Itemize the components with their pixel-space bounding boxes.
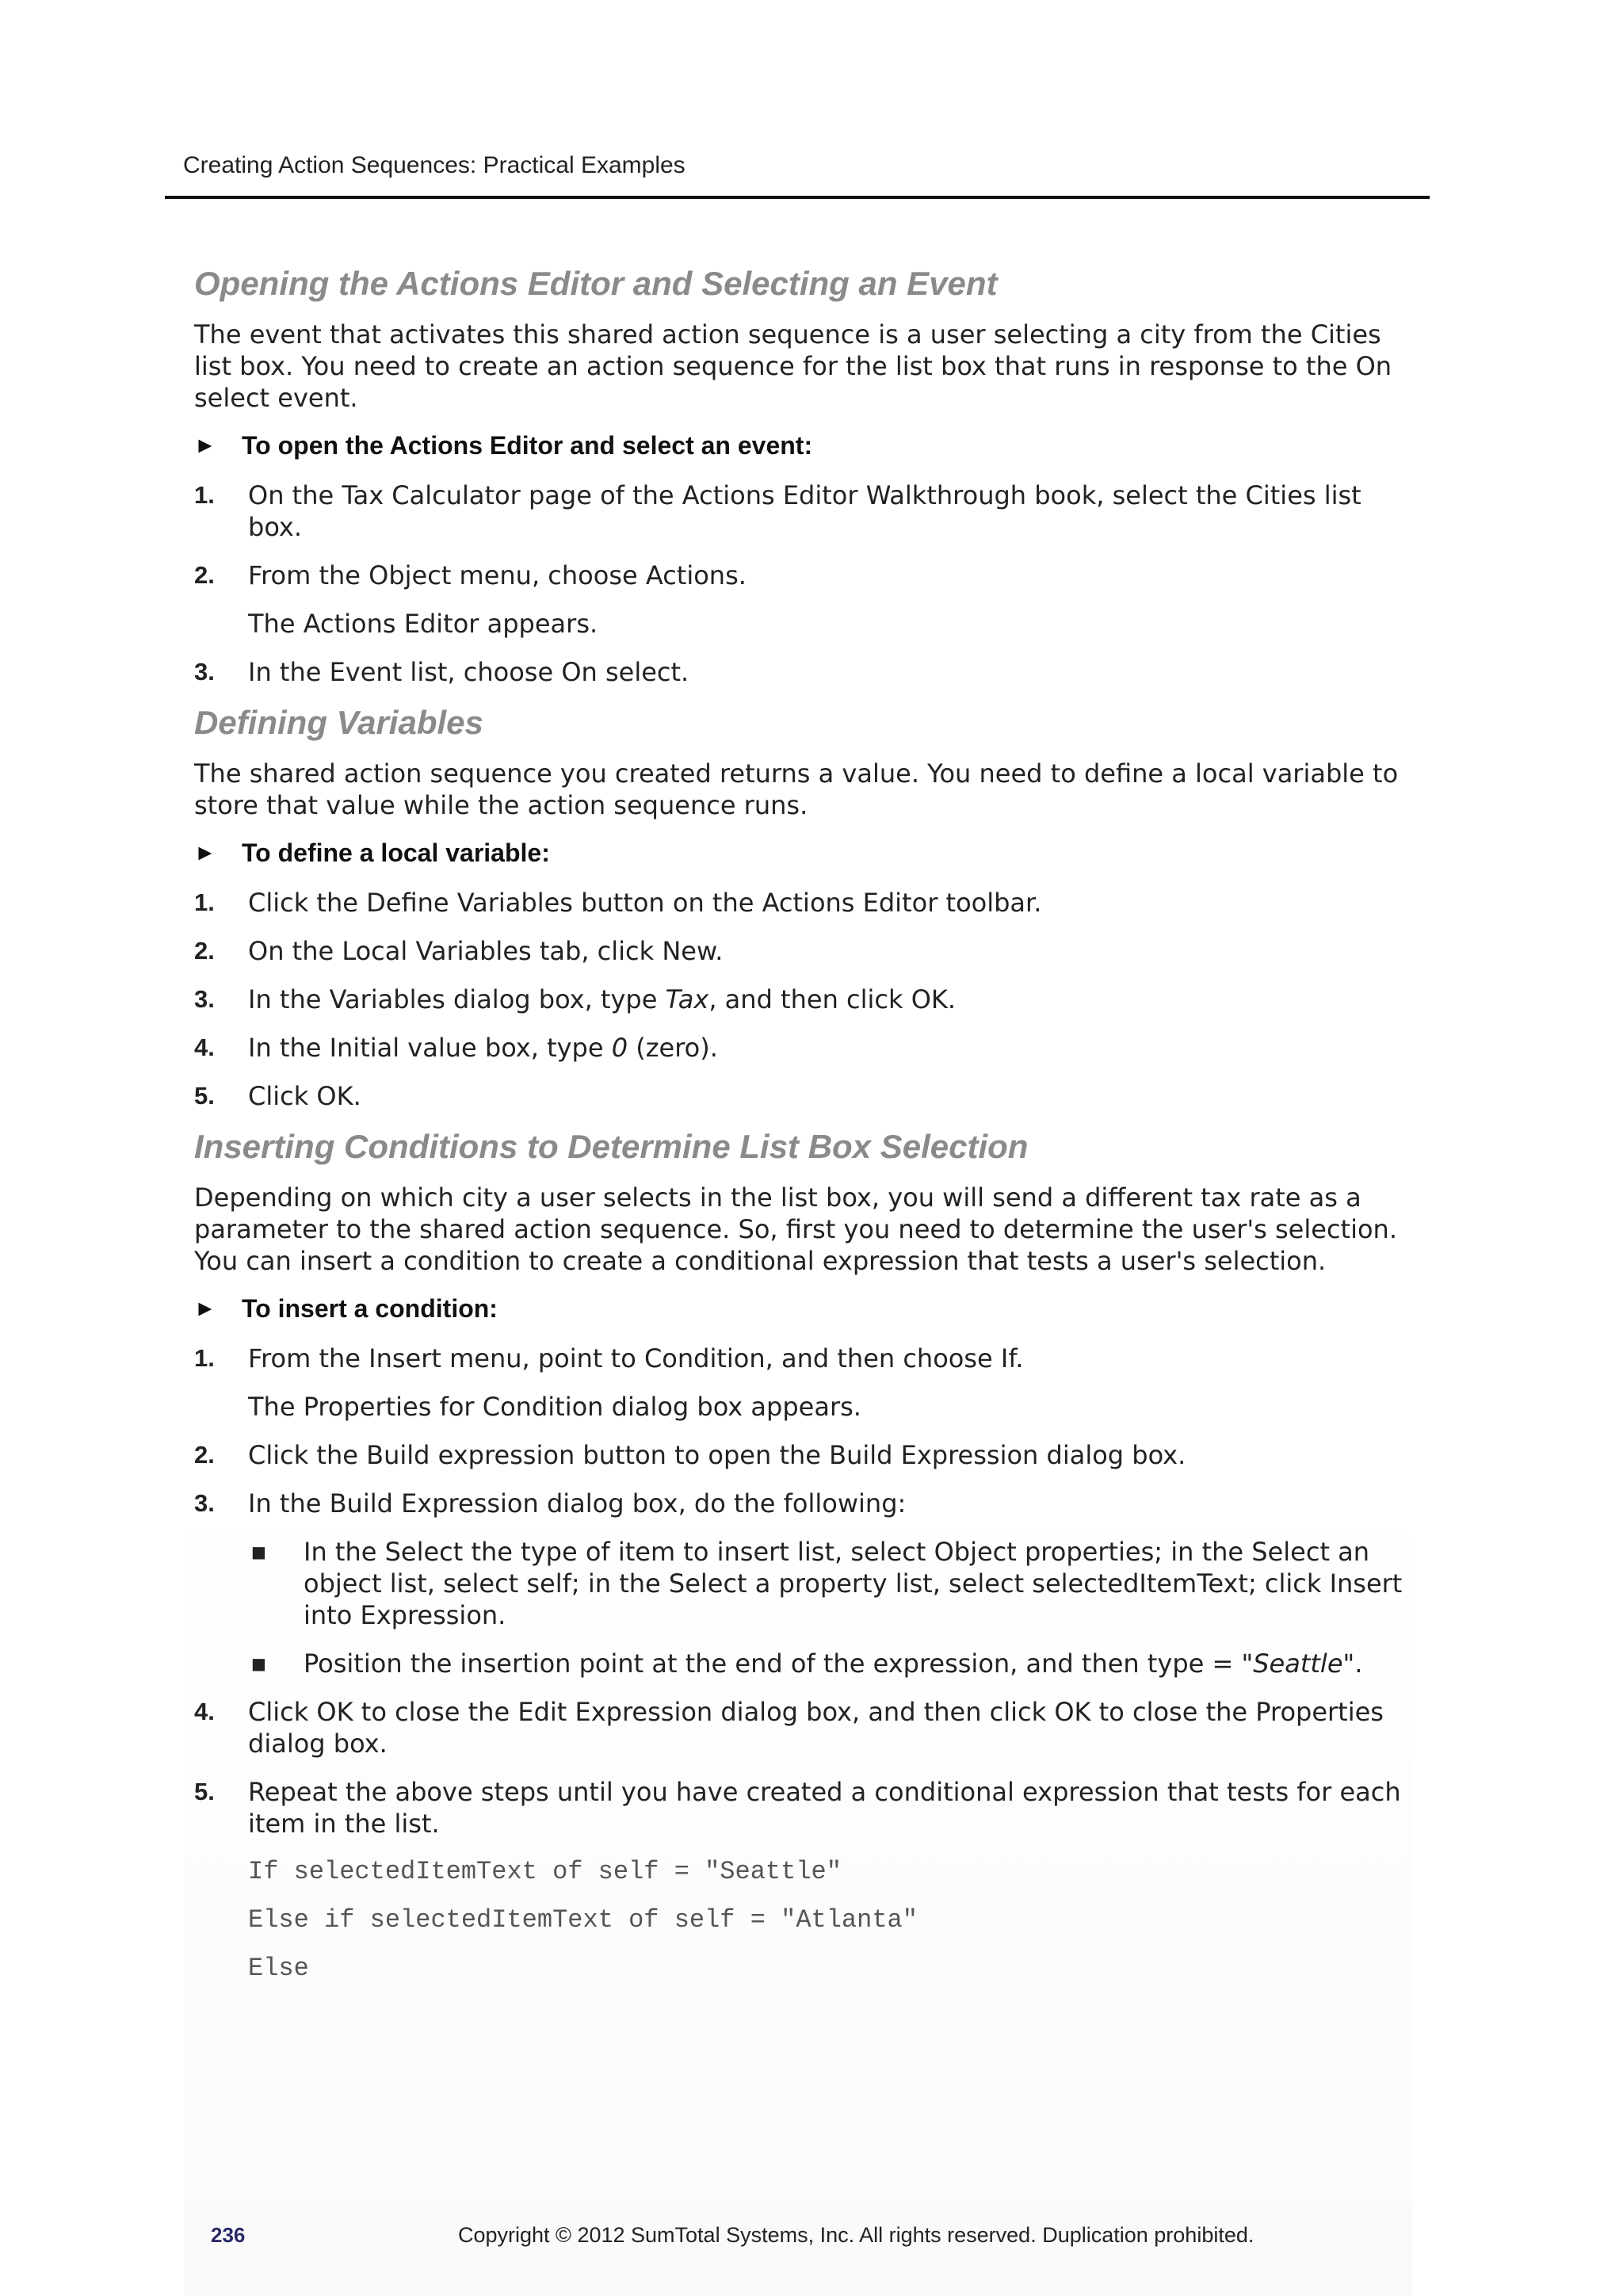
step-number: 3. (194, 1489, 215, 1517)
procedure-title: To define a local variable: (242, 839, 550, 867)
step-text: On the Local Variables tab, click New. (248, 936, 724, 966)
square-bullet-icon: ■ (251, 1542, 266, 1561)
step-number: 5. (194, 1778, 215, 1805)
step (194, 935, 1415, 967)
step-text: In the Event list, choose On select. (248, 657, 689, 687)
bullet-text-part: ". (1342, 1648, 1363, 1679)
code-line: If selectedItemText of self = "Seattle" (248, 1857, 842, 1886)
section-body: The event that activates this shared action sequence is a user selecting a city from the Cities list box. You need to create an action sequence for the list box that runs in response to the On select event. (194, 319, 1392, 413)
step-text (248, 1032, 1415, 1064)
bullet-item (248, 1536, 1415, 1631)
step-text: From the Object menu, choose Actions. (248, 560, 747, 590)
page-content (194, 255, 1415, 1985)
bullet-emphasis: Seattle (1253, 1648, 1343, 1679)
step (194, 479, 1415, 543)
step-result: The Actions Editor appears. (248, 609, 598, 639)
step-text: Click the Define Variables button on the Actions Editor toolbar. (248, 888, 1042, 918)
section-body: The shared action sequence you created returns a value. You need to define a local variable to store that value while the action sequence runs. (194, 758, 1399, 820)
step-text (248, 984, 1415, 1015)
step (194, 560, 1415, 591)
copyright-notice: Copyright © 2012 SumTotal Systems, Inc. All rights reserved. Duplication prohibited. (458, 2223, 1254, 2247)
procedure-heading (194, 428, 1415, 463)
step-number: 1. (194, 481, 215, 509)
step-number: 1. (194, 888, 215, 916)
step (194, 656, 1415, 688)
step-text: From the Insert menu, point to Condition, and then choose If. (248, 1343, 1024, 1373)
step-number: 2. (194, 561, 215, 589)
step-number: 4. (194, 1033, 215, 1061)
step-text: Click the Build expression button to open the Build Expression dialog box. (248, 1440, 1186, 1470)
step-number: 2. (194, 937, 215, 965)
square-bullet-icon: ■ (251, 1654, 266, 1673)
step-number: 2. (194, 1441, 215, 1469)
bullet-text: In the Select the type of item to insert list, select Object properties; in the Select an object list, select self; in the Select a property list, select selectedItemText; click Insert into Expression. (304, 1537, 1403, 1630)
step-number: 5. (194, 1082, 215, 1110)
step-text-part: , and then click OK. (708, 984, 957, 1014)
step-text-part: In the Variables dialog box, type (248, 984, 666, 1014)
section-body: Depending on which city a user selects in the list box, you will send a different tax rate as a parameter to the shared action sequence. So, first you need to determine the user's selection. You can insert a condition to create a conditional expression that tests a user's selection. (194, 1182, 1397, 1276)
procedure-title: To insert a condition: (242, 1294, 498, 1323)
step-emphasis: 0 (611, 1033, 628, 1063)
step-result: The Properties for Condition dialog box appears. (248, 1392, 861, 1422)
step (194, 1696, 1415, 1759)
bullet-text-part: Position the insertion point at the end of the expression, and then type = " (304, 1648, 1254, 1679)
step-number: 3. (194, 658, 215, 686)
step (194, 1488, 1415, 1519)
code-line: Else (248, 1954, 309, 1983)
step (194, 984, 1415, 1015)
procedure-heading (194, 1291, 1415, 1326)
step-number: 1. (194, 1344, 215, 1372)
step-text: Click OK. (248, 1081, 361, 1111)
step-text: In the Build Expression dialog box, do the following: (248, 1488, 907, 1519)
step-text: Click OK to close the Edit Expression dialog box, and then click OK to close the Properties dialog box. (248, 1697, 1384, 1759)
step-text: On the Tax Calculator page of the Actions Editor Walkthrough book, select the Cities list box. (248, 480, 1361, 542)
step-text-part: (zero). (628, 1033, 718, 1063)
header-rule (165, 196, 1430, 199)
procedure-arrow-icon: ► (194, 1296, 216, 1320)
step-text: Repeat the above steps until you have created a conditional expression that tests for each item in the list. (248, 1777, 1401, 1839)
code-line: Else if selectedItemText of self = "Atlanta" (248, 1905, 918, 1935)
step (194, 1080, 1415, 1112)
procedure-arrow-icon: ► (194, 433, 216, 457)
step-number: 3. (194, 985, 215, 1013)
step (194, 1776, 1415, 1839)
step (194, 1439, 1415, 1471)
procedure-heading (194, 835, 1415, 870)
section-heading: Opening the Actions Editor and Selecting an Event (194, 265, 998, 302)
step (194, 1343, 1415, 1374)
step-emphasis: Tax (665, 984, 709, 1014)
step-number: 4. (194, 1698, 215, 1725)
step (194, 1032, 1415, 1064)
procedure-arrow-icon: ► (194, 840, 216, 865)
step (194, 887, 1415, 919)
bullet-item (248, 1648, 1415, 1679)
procedure-title: To open the Actions Editor and select an event: (242, 431, 813, 460)
running-header: Creating Action Sequences: Practical Examples (183, 152, 685, 178)
step-text-part: In the Initial value box, type (248, 1033, 612, 1063)
bullet-text (304, 1648, 1415, 1679)
section-heading: Inserting Conditions to Determine List Box Selection (194, 1128, 1029, 1165)
section-heading: Defining Variables (194, 704, 483, 741)
page-number: 236 (211, 2223, 246, 2247)
